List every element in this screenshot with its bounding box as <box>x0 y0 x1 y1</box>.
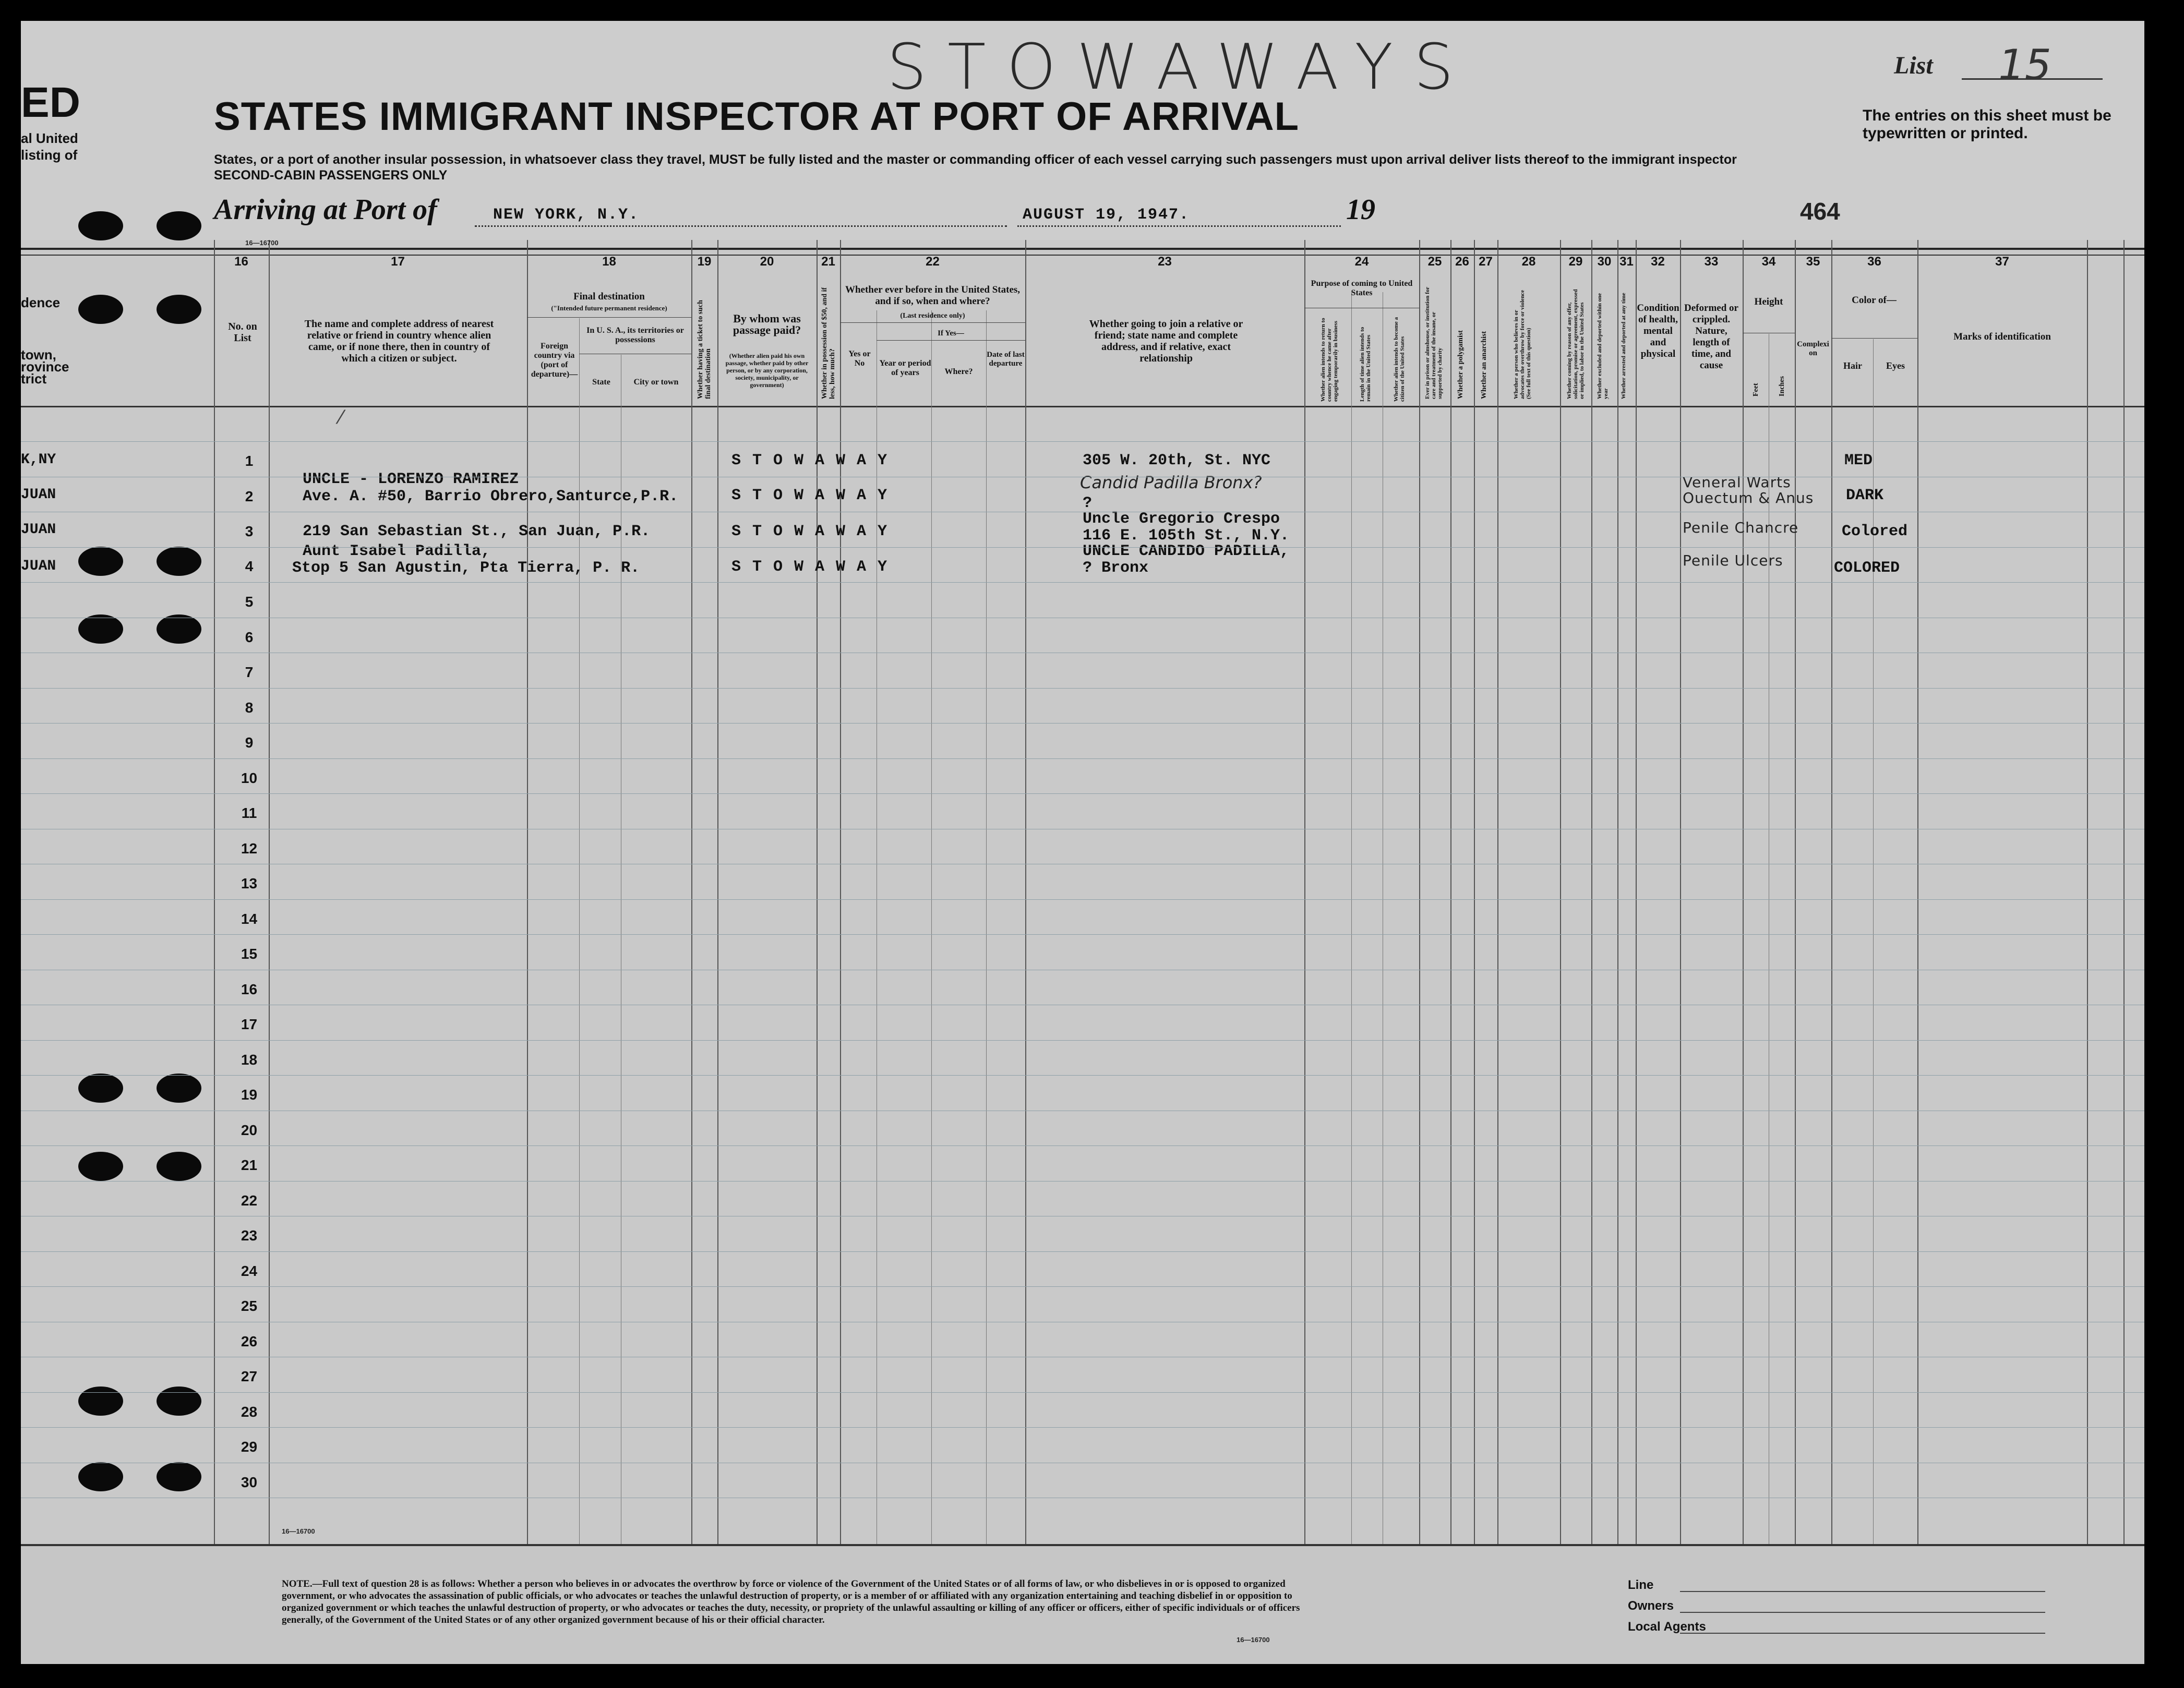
col-num-16: 16 <box>234 255 248 269</box>
header-purpose-return: Whether alien intends to return to country whence he came after engaging temporarily in business <box>1320 318 1339 402</box>
page-title: STATES IMMIGRANT INSPECTOR AT PORT OF ARRIVAL <box>214 94 1300 139</box>
row-number: 19 <box>241 1087 258 1103</box>
instructions-line-2: SECOND-CABIN PASSENGERS ONLY <box>214 168 448 183</box>
row-number: 15 <box>241 946 258 962</box>
header-passage-paid-sub: (Whether alien paid his own passage, whether paid by other person, or by any corporation, society, municipality, or government) <box>725 352 809 389</box>
line-label: Line <box>1628 1578 1654 1592</box>
row-relative-name: UNCLE - LORENZO RAMIREZ <box>303 471 519 488</box>
header-ever-before: Whether ever before in the United States, and if so, when and where? <box>845 284 1021 307</box>
row-join-relative: ? <box>1083 495 1093 512</box>
sheet-number: 464 <box>1800 198 1840 225</box>
row-health-handwritten: Veneral Warts <box>1683 474 1791 491</box>
punch-hole <box>78 211 123 240</box>
row-health-handwritten: Penile Ulcers <box>1683 552 1783 569</box>
agents-label: Local Agents <box>1628 1620 1706 1634</box>
row-line <box>21 1075 2144 1076</box>
header-year-period: Year or period of years <box>879 359 931 377</box>
header-eyes: Eyes <box>1886 360 1905 371</box>
punch-hole <box>78 1386 123 1416</box>
form-number-bottom: 16—16700 <box>282 1527 315 1535</box>
row-number: 7 <box>245 664 254 680</box>
col-num-34: 34 <box>1761 255 1776 269</box>
list-label: List <box>1894 52 1933 79</box>
left-cut-header-2: town, <box>21 347 56 363</box>
row-number: 18 <box>241 1051 258 1068</box>
table-top-border <box>21 248 2144 250</box>
row-number: 12 <box>241 840 258 857</box>
row-number: 25 <box>241 1298 258 1314</box>
row-relative-address: Stop 5 San Agustin, Pta Tierra, P. R. <box>292 559 640 577</box>
row-relative-name: Aunt Isabel Padilla, <box>303 542 491 560</box>
col-border <box>1591 240 1592 1544</box>
col-border <box>1831 240 1832 1544</box>
punch-hole <box>157 1074 201 1103</box>
row-line <box>21 793 2144 794</box>
header-ticket: Whether having a ticket to such final destination <box>697 300 712 399</box>
row-line <box>21 441 2144 442</box>
col-border <box>1743 240 1744 1544</box>
row-join-relative: UNCLE CANDIDO PADILLA, <box>1083 542 1290 560</box>
col-num-24: 24 <box>1354 255 1369 269</box>
row-number: 22 <box>241 1192 258 1209</box>
row-relative-address: 219 San Sebastian St., San Juan, P.R. <box>303 523 651 540</box>
instructions-line-1: States, or a port of another insular possession, in whatsoever class they travel, MUST be fully listed and the master or commanding officer of each vessel carrying such passengers must upon arrival deliver lists thereof to the immigrant inspector <box>214 152 1737 167</box>
header-divider <box>527 317 691 318</box>
header-in-usa: In U. S. A., its territories or possessions <box>586 326 684 344</box>
row-line <box>21 688 2144 689</box>
punch-hole <box>78 614 123 644</box>
col-border <box>717 240 718 1544</box>
header-inches: Inches <box>1778 376 1786 396</box>
row-join-relative-handwritten: Candid Padilla Bronx? <box>1080 473 1262 492</box>
header-health: Condition of health, mental and physical <box>1637 303 1679 359</box>
row-number: 29 <box>241 1439 258 1455</box>
col-border <box>527 240 528 1544</box>
year-label: 19 <box>1346 194 1375 226</box>
row-number: 24 <box>241 1262 258 1279</box>
row-passage-paid: STOWAWAY <box>731 523 899 540</box>
col-num-26: 26 <box>1455 255 1469 269</box>
row-number: 28 <box>241 1403 258 1420</box>
row-line <box>21 1286 2144 1287</box>
row-line <box>21 723 2144 724</box>
row-join-relative-address: 116 E. 105th St., N.Y. <box>1083 527 1290 545</box>
header-labor: Whether coming by reason of any offer, solicitation, promise or agreement, expressed or implied, to labor in the United States <box>1566 289 1585 399</box>
col-border <box>986 310 987 1544</box>
row-number: 21 <box>241 1157 258 1173</box>
col-num-33: 33 <box>1704 255 1719 269</box>
row-residence-cut: JUAN <box>21 487 56 503</box>
header-q28: Whether a person who believes in or advocates the overthrow by force or violence (See full text of this question) <box>1513 290 1532 399</box>
agents-field <box>1680 1633 2045 1634</box>
col-num-30: 30 <box>1597 255 1612 269</box>
date-line <box>1017 225 1341 227</box>
header-feet: Feet <box>1752 383 1760 396</box>
col-num-18: 18 <box>602 255 616 269</box>
header-foreign-country: Foreign country via (port of departure)— <box>531 342 578 379</box>
col-border <box>1497 240 1498 1544</box>
col-num-17: 17 <box>391 255 405 269</box>
col-border <box>1873 339 1874 1544</box>
row-number: 2 <box>245 488 254 504</box>
col-num-22: 22 <box>926 255 940 269</box>
col-num-36: 36 <box>1867 255 1881 269</box>
header-city: City or town <box>633 378 679 387</box>
row-join-relative: Uncle Gregorio Crespo <box>1083 510 1280 528</box>
pencil-tick: ⁄ <box>339 407 343 428</box>
header-complexion: Complexion <box>1797 340 1829 357</box>
row-join-relative: 305 W. 20th, St. NYC <box>1083 452 1271 469</box>
row-health-handwritten: Ouectum & Anus <box>1683 489 1814 507</box>
col-num-23: 23 <box>1158 255 1172 269</box>
punch-hole <box>157 211 201 240</box>
header-final-destination-sub: ("Intended future permanent residence) <box>551 304 667 312</box>
row-line <box>21 1040 2144 1041</box>
header-no-on-list: No. on List <box>228 321 257 344</box>
form-number-top: 16—16700 <box>245 239 279 247</box>
row-passage-paid: STOWAWAY <box>731 452 899 469</box>
list-number: 15 <box>1998 41 2051 89</box>
punch-hole <box>157 1462 201 1491</box>
col-border <box>1636 240 1637 1544</box>
punch-hole <box>157 547 201 576</box>
row-line <box>21 899 2144 900</box>
left-cut-line-1: al United <box>21 130 78 146</box>
row-complexion: MED <box>1844 452 1873 469</box>
col-border <box>1560 240 1561 1544</box>
col-border <box>1680 240 1681 1544</box>
punch-hole <box>157 1386 201 1416</box>
row-residence-cut: K,NY <box>21 452 56 468</box>
punch-hole <box>78 1462 123 1491</box>
col-num-35: 35 <box>1806 255 1820 269</box>
header-anarchist: Whether an anarchist <box>1480 331 1488 399</box>
col-border <box>2123 240 2125 1544</box>
line-field <box>1680 1591 2045 1592</box>
manifest-sheet <box>21 21 2144 1664</box>
col-num-28: 28 <box>1521 255 1536 269</box>
row-relative-address: Ave. A. #50, Barrio Obrero,Santurce,P.R. <box>303 488 679 505</box>
header-purpose: Purpose of coming to United States <box>1311 279 1413 297</box>
row-number: 1 <box>245 453 254 469</box>
punch-hole <box>78 295 123 324</box>
date-value: AUGUST 19, 1947. <box>1023 206 1190 224</box>
arriving-label: Arriving at Port of <box>214 194 437 226</box>
col-border <box>1917 240 1918 1544</box>
col-num-19: 19 <box>697 255 712 269</box>
row-number: 20 <box>241 1122 258 1138</box>
header-yes-no: Yes or No <box>848 349 871 368</box>
punch-hole <box>78 1152 123 1181</box>
header-where: Where? <box>944 367 973 376</box>
col-border <box>1617 240 1618 1544</box>
header-if-yes: If Yes— <box>938 329 964 337</box>
header-state: State <box>592 378 610 387</box>
punch-hole <box>78 547 123 576</box>
left-cut-line-2: listing of <box>21 147 78 163</box>
entries-note: The entries on this sheet must be typewritten or printed. <box>1863 107 2111 142</box>
header-fifty-dollars: Whether in possession of $50, and if less, how much? <box>821 287 836 399</box>
row-passage-paid: STOWAWAY <box>731 558 899 576</box>
row-join-relative-address: ? Bronx <box>1083 559 1149 577</box>
col-border <box>2087 240 2088 1544</box>
punch-hole <box>78 1074 123 1103</box>
col-border <box>269 240 270 1544</box>
row-complexion: DARK <box>1846 487 1884 504</box>
row-number: 10 <box>241 769 258 786</box>
header-purpose-length: Length of time alien intends to remain in the United States <box>1359 327 1372 402</box>
footer-note: NOTE.—Full text of question 28 is as follows: Whether a person who believes in or advocates the overthrow by force or violence of the Government of the United States or of all forms of law, or who disbelieves in or is opposed to organized government, or who advocates the assassination of public officials, or who advocates or teaches the unlawful destruction of property, or is a member of or affiliated with any organization entertaining and teaching disbelief in or opposition to organized government or which teaches the unlawful destruction of property, or who advocates or teaches the duty, necessity, or propriety of the unlawful assaulting or killing of any officer or officers, either of specific individuals or of officers generally, of the Government of the United States or of any other organized government because of his or their official character. <box>282 1578 1300 1625</box>
footer-form-number: 16—16700 <box>1237 1636 1270 1644</box>
col-num-21: 21 <box>821 255 835 269</box>
col-border <box>1351 292 1352 1544</box>
header-color-of: Color of— <box>1852 295 1897 306</box>
left-cut-title: ED <box>21 79 80 126</box>
header-passage-paid: By whom was passage paid? <box>733 312 801 336</box>
row-line <box>21 547 2144 548</box>
stowaways-stamp: STOWAWAYS <box>887 31 1474 104</box>
row-number: 13 <box>241 875 258 891</box>
header-last-departure: Date of last departure <box>987 351 1025 368</box>
punch-hole <box>157 1152 201 1181</box>
col-num-29: 29 <box>1568 255 1583 269</box>
row-line <box>21 758 2144 759</box>
col-border <box>931 310 932 1544</box>
col-border <box>214 240 215 1544</box>
row-line <box>21 1427 2144 1428</box>
header-arrested: Whether arrested and deported at any time <box>1621 293 1627 399</box>
header-join-relative: Whether going to join a relative or friend; state name and complete address, and if relative, exact relationship <box>1089 318 1243 364</box>
owners-label: Owners <box>1628 1599 1674 1613</box>
col-num-37: 37 <box>1995 255 2009 269</box>
left-cut-header-3: rovince <box>21 359 69 375</box>
row-number: 16 <box>241 981 258 997</box>
header-nearest-relative: The name and complete address of nearest relative or friend in country whence alien came, or if none there, then in country of which a citizen or subject. <box>304 318 494 364</box>
col-border <box>1795 240 1796 1544</box>
row-number: 8 <box>245 699 254 716</box>
port-line <box>475 225 1007 227</box>
col-border <box>840 240 841 1544</box>
row-complexion: Colored <box>1842 523 1908 540</box>
row-health-handwritten: Penile Chancre <box>1683 519 1799 536</box>
port-value: NEW YORK, N.Y. <box>493 206 640 224</box>
header-divider <box>877 340 1025 341</box>
row-line <box>21 1251 2144 1252</box>
header-hair: Hair <box>1843 360 1862 371</box>
row-number: 27 <box>241 1368 258 1384</box>
row-number: 6 <box>245 629 254 645</box>
row-number: 9 <box>245 734 254 751</box>
header-height: Height <box>1754 296 1783 307</box>
row-number: 26 <box>241 1333 258 1349</box>
col-border <box>1025 240 1026 1544</box>
col-num-31: 31 <box>1619 255 1634 269</box>
header-purpose-citizen: Whether alien intends to become a citizen of the United States <box>1393 317 1406 402</box>
col-border <box>817 240 818 1544</box>
row-number: 30 <box>241 1474 258 1490</box>
header-polygamist: Whether a polygamist <box>1457 330 1465 399</box>
header-last-residence: (Last residence only) <box>900 312 965 320</box>
row-complexion: COLORED <box>1834 559 1900 577</box>
punch-hole <box>157 614 201 644</box>
left-cut-header-4: trict <box>21 371 47 387</box>
row-number: 14 <box>241 910 258 927</box>
header-prison: Ever in prison or almshouse, or institution for care and treatment of the insane, or supported by charity <box>1424 287 1443 399</box>
col-border <box>691 240 692 1544</box>
col-num-20: 20 <box>760 255 774 269</box>
header-excluded: Whether excluded and deported within one year <box>1597 293 1609 399</box>
row-residence-cut: JUAN <box>21 522 56 538</box>
header-divider <box>840 322 1025 323</box>
owners-field <box>1680 1612 2045 1613</box>
row-passage-paid: STOWAWAY <box>731 487 899 504</box>
row-number: 5 <box>245 594 254 610</box>
header-deformed: Deformed or crippled. Nature, length of time, and cause <box>1684 303 1738 371</box>
row-residence-cut: JUAN <box>21 558 56 574</box>
col-num-27: 27 <box>1479 255 1493 269</box>
header-final-destination: Final destination <box>573 291 645 302</box>
col-border <box>1450 240 1451 1544</box>
row-number: 23 <box>241 1227 258 1244</box>
left-cut-header-1: dence <box>21 295 61 310</box>
row-line <box>21 934 2144 935</box>
row-number: 4 <box>245 558 254 574</box>
col-border <box>1474 240 1475 1544</box>
col-border <box>1304 240 1305 1544</box>
col-num-25: 25 <box>1427 255 1442 269</box>
header-marks: Marks of identification <box>1953 331 2051 342</box>
row-line <box>21 1392 2144 1393</box>
row-line <box>21 582 2144 583</box>
col-border <box>1419 240 1420 1544</box>
punch-hole <box>157 295 201 324</box>
row-number: 11 <box>241 805 257 821</box>
col-num-32: 32 <box>1651 255 1665 269</box>
row-number: 3 <box>245 523 254 539</box>
row-number: 17 <box>241 1016 258 1032</box>
header-divider <box>1831 338 1917 339</box>
